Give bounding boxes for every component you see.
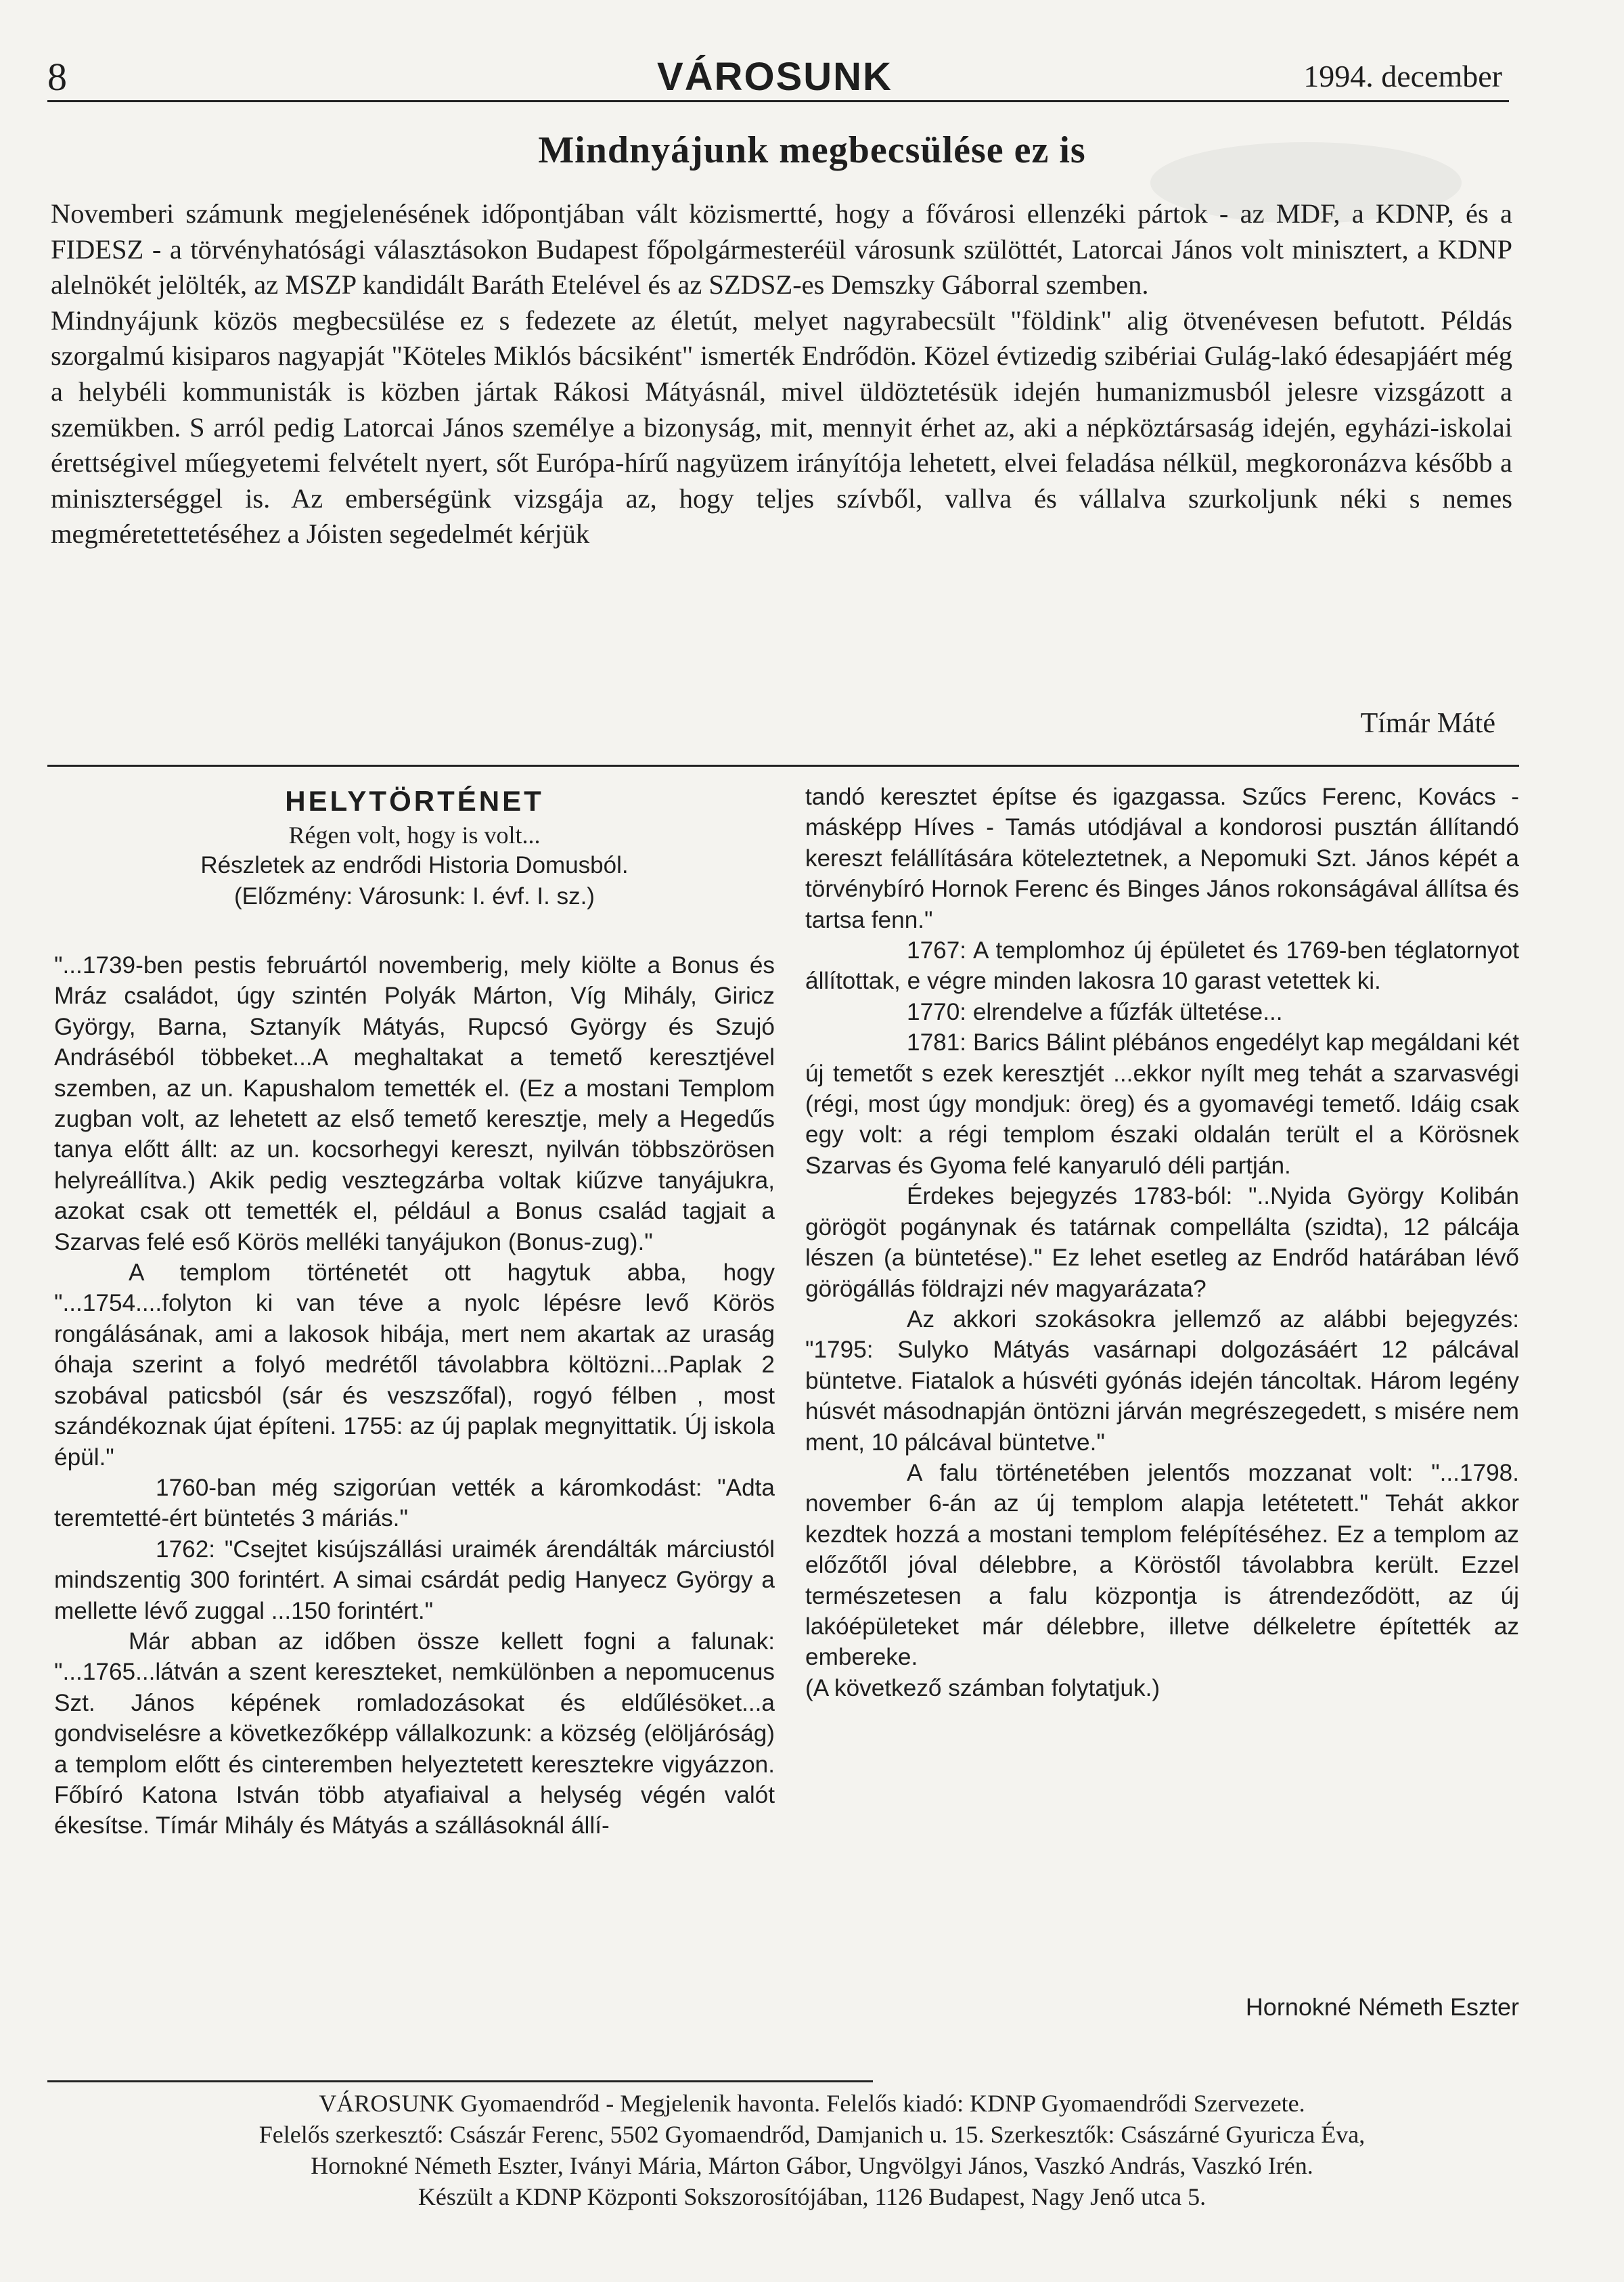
section-title: HELYTÖRTÉNET <box>285 785 544 817</box>
imprint <box>0 2088 1624 2212</box>
left-column <box>54 782 775 2101</box>
continued-note: (A következő számban folytatjuk.) <box>805 1674 1160 1701</box>
section-subtitle: (Előzmény: Városunk: I. évf. I. sz.) <box>234 883 595 910</box>
footer-rule <box>47 2080 873 2082</box>
section-subtitle: Régen volt, hogy is volt... <box>288 822 541 849</box>
imprint-line: Készült a KDNP Központi Sokszorosítójában, 1126 Budapest, Nagy Jenő utca 5. <box>418 2183 1206 2210</box>
article-paragraph: Mindnyájunk közös megbecsülése ez s fedezete az életút, melyet nagyrabecsült "földink" alig ötvenévesen befutott. Példás szorgalmú kisiparos nagyapját "Köteles Miklós bácsiként" ismerték Endrődön. Közel évtizedig szibériai Gulág-lakó édesapjáért még a helybéli kommunisták is közben jártak Rákosi Mátyásnál, mivel üldöztetésük idején humanizmusból jelesre vizsgázott a szemükben. S arról pedig Latorcai János személye a bizonyság, mit, mennyit érhet az, aki a népköztársaság idején, egyházi-iskolai érettségivel műegyetemi felvételt nyert, sőt Európa-hírű nagyüzem irányítója lehetett, elvei feladása nélkül, megkoronázva később a miniszterséggel is. Az emberségünk vizsgája az, hogy teljes szívből, vallva és vállalva szurkoljunk néki s nemes megméretettetéséhez a Jóisten segedelmét kérjük <box>51 305 1512 550</box>
masthead: VÁROSUNK <box>657 55 893 99</box>
history-paragraph: Érdekes bejegyzés 1783-ból: "..Nyida György Kolibán görögöt pogánynak és tatárnak compellálta (szidta), 12 pálcája lészen (a büntetése)." Ez lehet esetleg az Endrőd határában lévő görögállás földrajzi név magyarázata? <box>805 1183 1519 1302</box>
imprint-line: Felelős szerkesztő: Császár Ferenc, 5502 Gyomaendrőd, Damjanich u. 15. Szerkesztők: Császárné Gyuricza Éva, <box>258 2121 1366 2148</box>
history-paragraph: tandó keresztet építse és igazgassa. Szűcs Ferenc, Kovács - másképp Híves - Tamás utódjával a kondorosi pusztán állítandó kereszt felállítására köteleztetnek, a Nepomuki Szt. János képét a törvénybíró Hornok Ferenc és Binges János rokonságával állítsa és tartsa fenn." <box>805 784 1519 933</box>
article-paragraph: Novemberi számunk megjelenésének időpontjában vált közismertté, hogy a fővárosi ellenzéki pártok - az MDF, a KDNP, és a FIDESZ - a törvényhatósági választásokon Budapest főpolgármesteréül városunk szülöttét, Latorcai János volt minisztert, a KDNP alelnökét jelölték, az MSZP kandidált Baráth Etelével és az SZDSZ-es Demszky Gáborral szemben. <box>51 198 1512 300</box>
history-paragraph: A falu történetében jelentős mozzanat volt: "...1798. november 6-án az új templom alapja letétetett." Tehát akkor kezdtek hozzá a mostani templom felépítéséhez. Ez a templom az előzőtől jóval délebbre, a Köröstől távolabbra került. Ezzel természetesen a falu központja is átrendeződött, az új lakóépületeket már délebbre, illetve délkeletre építették az embereke. <box>805 1459 1519 1671</box>
header-rule <box>47 100 1509 102</box>
history-paragraph: 1770: elrendelve a fűzfák ültetése... <box>907 998 1283 1025</box>
page-number: 8 <box>47 55 67 99</box>
imprint-line: VÁROSUNK Gyomaendrőd - Megjelenik havonta. Felelős kiadó: KDNP Gyomaendrődi Szervezete. <box>319 2090 1305 2117</box>
history-paragraph: 1760-ban még szigorúan vették a káromkodást: "Adta teremtetté-ért büntetés 3 máriás." <box>54 1474 775 1532</box>
article-signature: Tímár Máté <box>1360 708 1495 739</box>
right-column <box>805 782 1519 2034</box>
issue-date: 1994. december <box>1303 59 1502 93</box>
history-paragraph: 1762: "Csejtet kisújszállási uraimék árendálták márciustól mindszentig 300 forintért. A simai csárdát pedig Hanyecz György a mellette lévő zuggal ...150 forintért." <box>54 1536 775 1624</box>
page-header <box>47 54 1502 102</box>
history-paragraph: A templom történetét ott hagytuk abba, hogy "...1754....folyton ki van téve a nyolc lépésre levő Körös rongálásának, ami a lakosok hibája, mert nem akartak az uraság óhaja szerint a folyó medrétől távolabbra költözni...Paplak 2 szobával paticsból (sár és veszszőfal), rogyó félben , most szándékoznak újat építeni. 1755: az új paplak megnyittatik. Új iskola épül." <box>54 1259 775 1471</box>
history-paragraph: Már abban az időben össze kellett fogni a falunak: "...1765...látván a szent kereszteket, nemkülönben a nepomucenus Szt. János képének romladozásokat és eldűlésöket...a gondviselésre a következőképp vállalkozunk: a község (elöljáróság) a templom előtt és cinteremben helyeztetett keresztekre vigyázzon. Főbíró Katona István több atyafiaival a helység végén valót ékesítse. Tímár Mihály és Mátyás a szállásoknál állí- <box>54 1628 775 1839</box>
imprint-line: Hornokné Németh Eszter, Iványi Mária, Márton Gábor, Ungvölgyi János, Vaszkó András, Vaszkó Irén. <box>311 2152 1313 2179</box>
history-paragraph: Az akkori szokásokra jellemző az alábbi bejegyzés: "1795: Sulyko Mátyás vasárnapi dolgozásáért 12 pálcával büntetve. Fiatalok a húsvéti gyónás idején táncoltak. Három legény húsvét másodnapján öntözni járván megrészegedett, s misére nem ment, 10 pálcával büntetve." <box>805 1305 1519 1456</box>
article-body <box>51 196 1512 552</box>
article-title: Mindnyájunk megbecsülése ez is <box>538 129 1086 171</box>
section-subtitle: Részletek az endrődi Historia Domusból. <box>200 852 629 878</box>
history-signature: Hornokné Németh Eszter <box>1245 1993 1519 2021</box>
history-paragraph: 1767: A templomhoz új épületet és 1769-ben téglatornyot állítottak, e végre minden lakosra 10 garast vetettek ki. <box>805 937 1519 995</box>
history-paragraph: "...1739-ben pestis februártól novemberig, mely kiölte a Bonus és Mráz családot, úgy szintén Polyák Márton, Víg Mihály, Giricz György, Barna, Sztanyík Mátyás, Rupcsó György és Szujó Andráséból többeket...A meghaltakat a temető keresztjével szemben, az un. Kapushalom temették el. (Ez a mostani Templom zugban volt, az lehetett az első temető keresztje, mely a Hegedűs tanya előtt állt: az un. kocsorhegyi kereszt, nyilván többszörösen helyreállítva.) Akik pedig vesztegzárba voltak kiűzve tanyájukra, azokat csak ott temették el, például a Bonus család tagjait a Szarvas felé eső Körös melléki tanyájukon (Bonus-zug)." <box>54 952 775 1255</box>
history-paragraph: 1781: Barics Bálint plébános engedélyt kap megáldani két új temetőt s ezek keresztjét ...ekkor nyílt meg tehát a szarvasvégi (régi, most úgy mondjuk: öreg) és a gyomavégi temető. Idáig csak egy volt: a régi templom északi oldalán terült el a Körösnek Szarvas és Gyoma felé kanyaruló déli partján. <box>805 1029 1519 1179</box>
section-rule <box>47 765 1519 767</box>
